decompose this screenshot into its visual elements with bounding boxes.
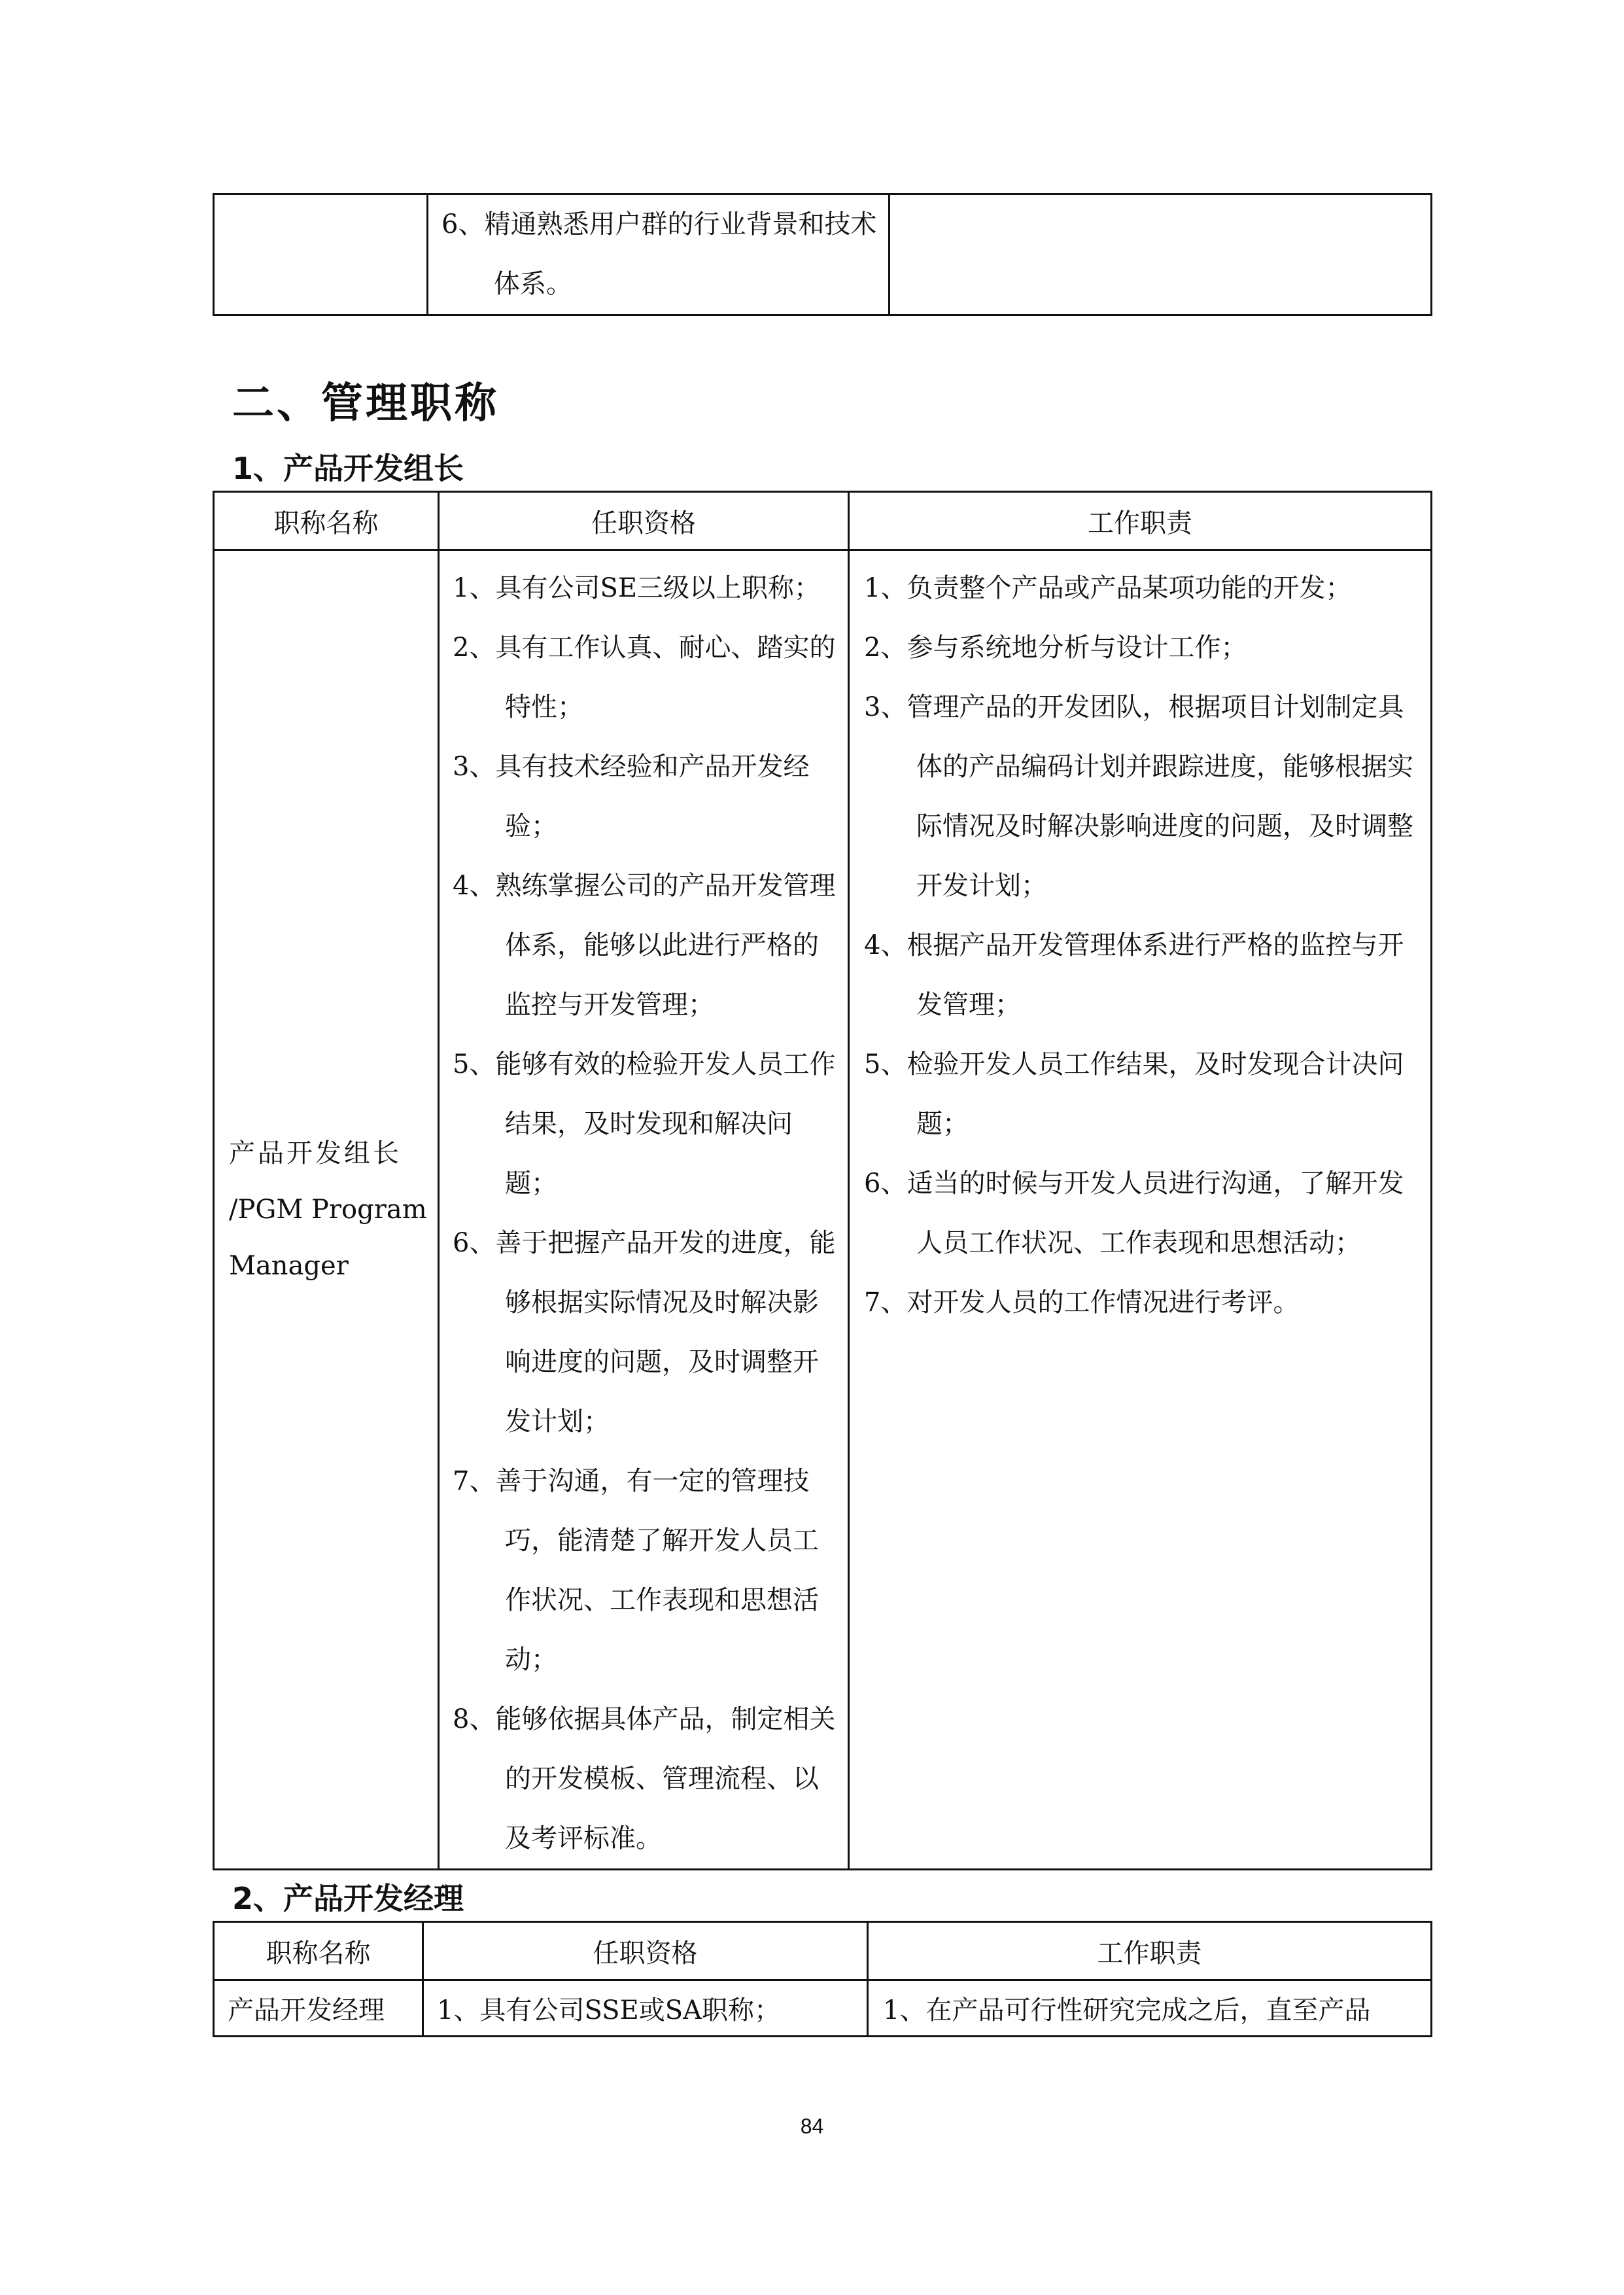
header-qualification: 任职资格	[423, 1922, 868, 1980]
section-title: 二、管理职称	[232, 379, 499, 428]
header-row	[214, 1922, 1432, 1980]
list-item: 2、参与系统地分析与设计工作；	[864, 633, 1247, 663]
subsection-title-2: 2、产品开发经理	[232, 1881, 464, 1916]
title-name-line: /PGM Program	[229, 1195, 427, 1225]
list-item: 7、对开发人员的工作情况进行考评。	[864, 1288, 1300, 1318]
header-row	[214, 492, 1432, 550]
qualification-cell	[428, 194, 890, 315]
list-item: 3、管理产品的开发团队，根据项目计划制定具体的产品编码计划并跟踪进度，能够根据实际情况及时解决影响进度的问题，及时调整开发计划；	[864, 692, 1413, 901]
page-number: 84	[800, 2114, 824, 2138]
qualification-cell: 1、具有公司SSE或SA职称；	[423, 1980, 868, 2037]
header-title-name: 职称名称	[214, 492, 439, 550]
duty-cell	[849, 550, 1432, 1870]
header-qualification: 任职资格	[439, 492, 849, 550]
list-item: 5、能够有效的检验开发人员工作结果，及时发现和解决问题；	[453, 1049, 836, 1199]
role-table-1	[213, 491, 1432, 1870]
list-item: 1、负责整个产品或产品某项功能的开发；	[864, 573, 1352, 603]
list-item: 7、善于沟通，有一定的管理技巧，能清楚了解开发人员工作状况、工作表现和思想活动；	[453, 1466, 819, 1675]
table-row	[214, 550, 1432, 1870]
title-name-line: 产品开发组长	[229, 1138, 402, 1168]
table-row	[214, 194, 1432, 315]
list-item: 6、适当的时候与开发人员进行沟通，了解开发人员工作状况、工作表现和思想活动；	[864, 1168, 1404, 1258]
top-table	[213, 193, 1432, 316]
list-item: 5、检验开发人员工作结果，及时发现合计决问题；	[864, 1049, 1404, 1139]
header-duty: 工作职责	[868, 1922, 1432, 1980]
list-item: 6、精通熟悉用户群的行业背景和技术体系。	[441, 209, 877, 299]
list-item: 2、具有工作认真、耐心、踏实的特性；	[453, 633, 836, 722]
list-item: 4、根据产品开发管理体系进行严格的监控与开发管理；	[864, 930, 1404, 1020]
table-row	[214, 1980, 1432, 2037]
qualification-cell	[439, 550, 849, 1870]
header-duty: 工作职责	[849, 492, 1432, 550]
subsection-title-1: 1、产品开发组长	[232, 451, 464, 486]
title-name-line: Manager	[229, 1251, 349, 1281]
list-item: 8、能够依据具体产品，制定相关的开发模板、管理流程、以及考评标准。	[453, 1704, 836, 1853]
duty-cell	[890, 194, 1432, 315]
header-title-name: 职称名称	[214, 1922, 423, 1980]
list-item: 4、熟练掌握公司的产品开发管理体系，能够以此进行严格的监控与开发管理；	[453, 871, 836, 1020]
title-name-cell: 产品开发经理	[214, 1980, 423, 2037]
role-table-2	[213, 1921, 1432, 2037]
list-item: 1、具有公司SE三级以上职称；	[453, 573, 821, 603]
list-item: 3、具有技术经验和产品开发经验；	[453, 752, 810, 841]
duty-cell: 1、在产品可行性研究完成之后，直至产品	[868, 1980, 1432, 2037]
title-name-cell	[214, 194, 428, 315]
title-name-cell	[214, 550, 439, 1870]
list-item: 6、善于把握产品开发的进度，能够根据实际情况及时解决影响进度的问题，及时调整开发计划；	[453, 1228, 836, 1437]
